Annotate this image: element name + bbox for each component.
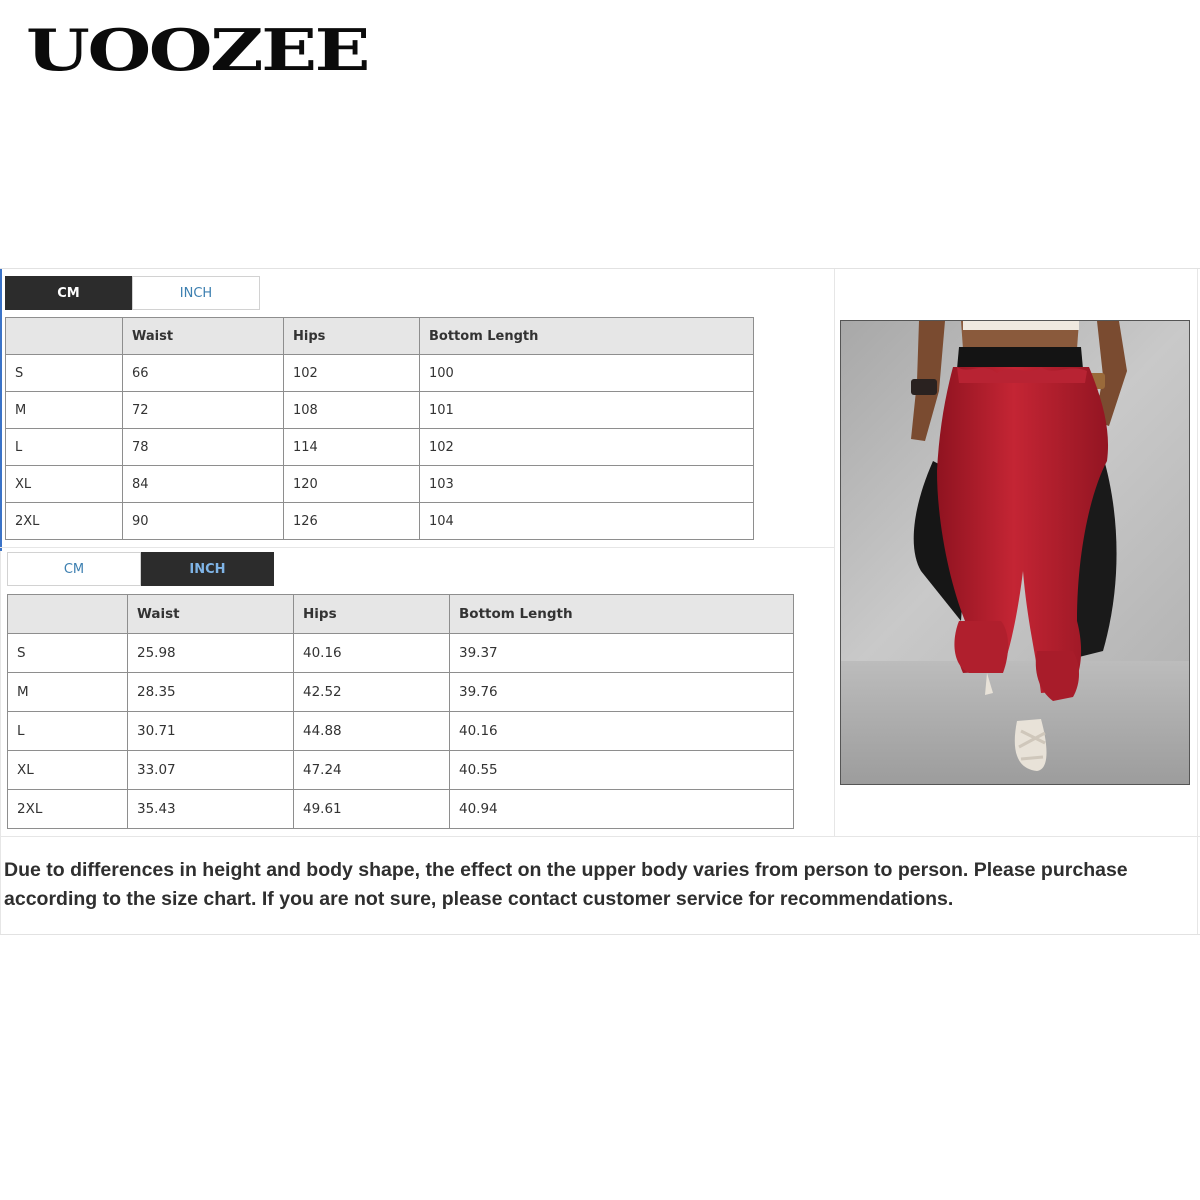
table-row [8, 751, 794, 790]
table-row [8, 790, 794, 829]
header-bottom-length: Bottom Length [450, 595, 794, 634]
size-table-cm [5, 317, 754, 540]
cell-waist: 30.71 [128, 712, 294, 751]
cell-bottom-length: 100 [420, 355, 754, 392]
table-row [6, 503, 754, 540]
table-header-row [8, 595, 794, 634]
table-row [6, 466, 754, 503]
cell-size: M [8, 673, 128, 712]
cell-size: S [8, 634, 128, 673]
cell-waist: 90 [123, 503, 284, 540]
product-photo [840, 320, 1190, 785]
cell-bottom-length: 39.76 [450, 673, 794, 712]
cell-waist: 35.43 [128, 790, 294, 829]
header-bottom-length: Bottom Length [420, 318, 754, 355]
cell-size: 2XL [6, 503, 123, 540]
header-hips: Hips [294, 595, 450, 634]
cell-bottom-length: 40.55 [450, 751, 794, 790]
cell-hips: 114 [284, 429, 420, 466]
cell-waist: 72 [123, 392, 284, 429]
table-row [6, 392, 754, 429]
cell-hips: 42.52 [294, 673, 450, 712]
size-note: Due to differences in height and body shape, the effect on the upper body varies from person to person. Please purchase according to the size chart. If you are not sure, please contact customer service for recommendations. [4, 859, 1128, 910]
cell-hips: 49.61 [294, 790, 450, 829]
unit-tabs-inch-table [7, 552, 274, 586]
table-header-row [6, 318, 754, 355]
size-table-inch [7, 594, 794, 829]
cell-bottom-length: 39.37 [450, 634, 794, 673]
table-row [6, 429, 754, 466]
tab-inch[interactable]: INCH [132, 276, 260, 310]
cell-bottom-length: 40.94 [450, 790, 794, 829]
cell-hips: 126 [284, 503, 420, 540]
cell-waist: 78 [123, 429, 284, 466]
cell-bottom-length: 40.16 [450, 712, 794, 751]
cell-size: XL [6, 466, 123, 503]
table-row [6, 355, 754, 392]
cell-hips: 108 [284, 392, 420, 429]
cell-size: L [6, 429, 123, 466]
table-row [8, 673, 794, 712]
cell-size: S [6, 355, 123, 392]
cell-hips: 44.88 [294, 712, 450, 751]
table-row [8, 634, 794, 673]
header-size [8, 595, 128, 634]
header-waist: Waist [128, 595, 294, 634]
cell-hips: 120 [284, 466, 420, 503]
cell-waist: 28.35 [128, 673, 294, 712]
header-waist: Waist [123, 318, 284, 355]
cell-bottom-length: 101 [420, 392, 754, 429]
cell-hips: 40.16 [294, 634, 450, 673]
cell-hips: 102 [284, 355, 420, 392]
cell-bottom-length: 104 [420, 503, 754, 540]
cell-waist: 25.98 [128, 634, 294, 673]
tab-cm[interactable]: CM [7, 552, 141, 586]
cell-size: 2XL [8, 790, 128, 829]
tab-cm[interactable]: CM [5, 276, 132, 310]
cell-size: L [8, 712, 128, 751]
tab-inch[interactable]: INCH [141, 552, 274, 586]
cell-size: XL [8, 751, 128, 790]
cell-bottom-length: 102 [420, 429, 754, 466]
unit-tabs-cm-table [5, 276, 260, 310]
header-size [6, 318, 123, 355]
cell-size: M [6, 392, 123, 429]
header-hips: Hips [284, 318, 420, 355]
cell-waist: 33.07 [128, 751, 294, 790]
cell-bottom-length: 103 [420, 466, 754, 503]
cell-hips: 47.24 [294, 751, 450, 790]
brand-logo: UOOZEE [26, 16, 369, 84]
cell-waist: 84 [123, 466, 284, 503]
table-row [8, 712, 794, 751]
cell-waist: 66 [123, 355, 284, 392]
